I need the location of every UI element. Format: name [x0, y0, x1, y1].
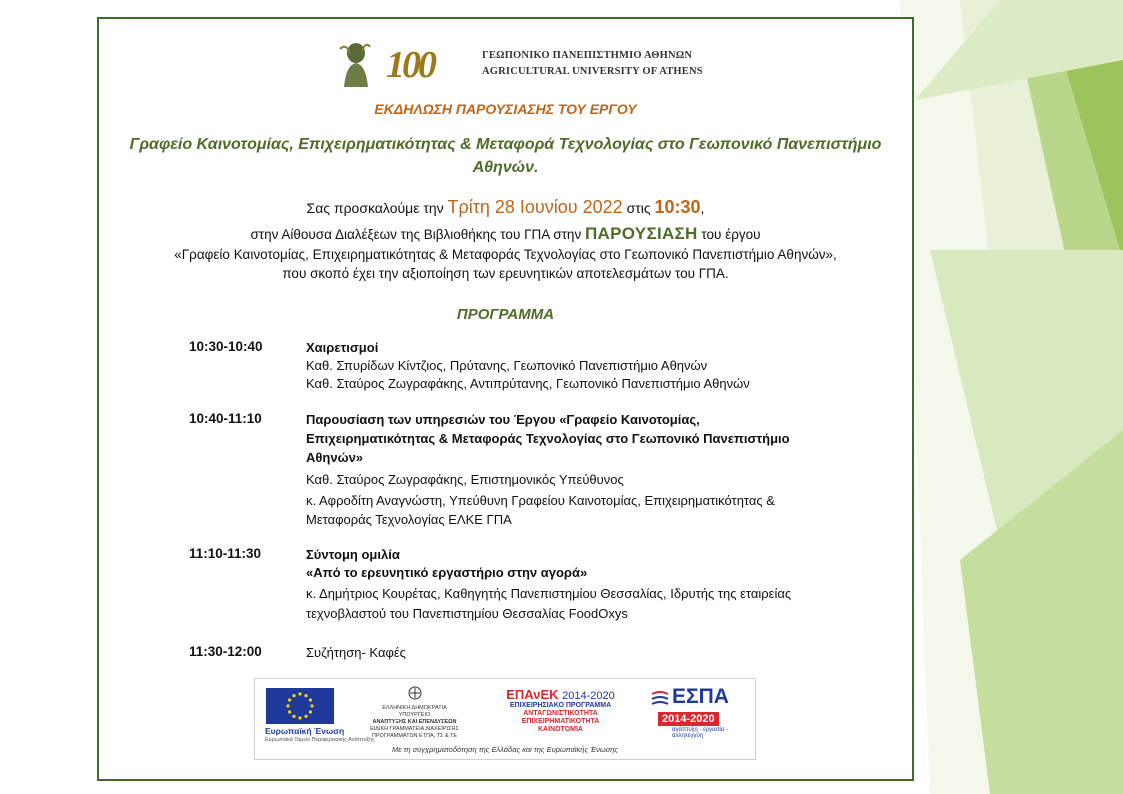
university-logo — [334, 37, 703, 95]
demeter-emblem-icon — [336, 39, 376, 89]
eu-label: Ευρωπαϊκή Ένωση — [265, 726, 345, 736]
session-4-title: Συζήτηση- Καφές — [306, 645, 406, 660]
session-3-time: 11:10-11:30 — [189, 546, 262, 561]
office-title: Γραφείο Καινοτομίας, Επιχειρηματικότητας & Μεταφορά Τεχνολογίας στο Γεωπονικό Πανεπιστήμιο Αθηνών. — [129, 136, 882, 176]
eu-fund-label: Ευρωπαϊκό Ταμείο Περιφερειακής Ανάπτυξης — [265, 737, 375, 743]
session-2-speaker-2: κ. Αφροδίτη Αναγνώστη, Υπεύθυνη Γραφείου Καινοτομίας, Επιχειρηματικότητας & — [306, 493, 775, 508]
greek-ministry-block: ΕΛΛΗΝΙΚΗ ΔΗΜΟΚΡΑΤΙΑ ΥΠΟΥΡΓΕΙΟ ΑΝΑΠΤΥΞΗΣ ΚΑΙ ΕΠΕΝΔΥΣΕΩΝ ΕΙΔΙΚΗ ΓΡΑΜΜΑΤΕΙΑ ΔΙΑΧΕΙΡΙΣΗΣ ΠΡΟΓΡΑΜΜΑΤΩΝ ΕΤΠΑ, ΤΣ & ΤΕ — [367, 686, 462, 740]
espa-logo: ΕΣΠΑ 2014-2020 ανάπτυξη - εργασία - αλληλεγγύη — [650, 685, 745, 739]
invite-date-line: Σας προσκαλούμε την Τρίτη 28 Ιουνίου 2022 στις 10:30, — [306, 197, 705, 217]
session-3-title: Σύντομη ομιλία — [306, 547, 400, 562]
session-1-title: Χαιρετισμοί — [306, 340, 379, 355]
session-2-speaker-1: Καθ. Σταύρος Ζωγραφάκης, Επιστημονικός Υπεύθυνος — [306, 472, 624, 487]
espa-flag-icon — [650, 689, 670, 709]
program-heading: ΠΡΟΓΡΑΜΜΑ — [456, 306, 555, 323]
session-3-speaker-1-cont: τεχνοβλαστού του Πανεπιστημίου Θεσσαλίας FoodOxys — [306, 606, 628, 621]
session-2-title-3: Αθηνών» — [306, 450, 364, 465]
session-2-title-1: Παρουσίαση των υπηρεσιών του Έργου «Γραφείο Καινοτομίας, — [306, 412, 700, 427]
invitation-frame — [97, 17, 914, 781]
university-name-greek: ΓΕΩΠΟΝΙΚΟ ΠΑΝΕΠΙΣΤΗΜΙΟ ΑΘΗΝΩΝ — [482, 50, 693, 61]
event-heading: ΕΚΔΗΛΩΣΗ ΠΑΡΟΥΣΙΑΣΗΣ ΤΟΥ ΕΡΓΟΥ — [374, 101, 637, 117]
session-4-time: 11:30-12:00 — [189, 644, 262, 659]
invite-venue-line: στην Αίθουσα Διαλέξεων της Βιβλιοθήκης του ΓΠΑ στην ΠΑΡΟΥΣΙΑΣΗ του έργου — [250, 224, 761, 243]
cofunding-note: Με τη συγχρηματοδότηση της Ελλάδας και της Ευρωπαϊκής Ένωσης — [391, 745, 619, 754]
session-3-speaker-1: κ. Δημήτριος Κουρέτας, Καθηγητής Πανεπιστημίου Θεσσαλίας, Ιδρυτής της εταιρείας — [306, 586, 792, 601]
eu-flag-icon — [266, 688, 334, 724]
event-time: 10:30 — [654, 197, 701, 217]
invite-purpose-line: που σκοπό έχει την αξιοποίηση των ερευνητικών αποτελεσμάτων του ΓΠΑ. — [282, 266, 729, 281]
funding-banner — [254, 678, 756, 760]
session-1-speaker-1: Καθ. Σπυρίδων Κίντζιος, Πρύτανης, Γεωπονικό Πανεπιστήμιο Αθηνών — [306, 358, 708, 373]
session-1-time: 10:30-10:40 — [189, 339, 263, 354]
presentation-word: ΠΑΡΟΥΣΙΑΣΗ — [584, 224, 698, 243]
session-3-subtitle: «Από το ερευνητικό εργαστήριο στην αγορά» — [306, 565, 588, 580]
epanek-logo: ΕΠΑνΕΚ 2014-2020 ΕΠΙΧΕΙΡΗΣΙΑΚΟ ΠΡΟΓΡΑΜΜΑ ΑΝΤΑΓΩΝΙΣΤΙΚΟΤΗΤΑ ΕΠΙΧΕΙΡΗΜΑΤΙΚΟΤΗΤΑ ΚΑΙΝΟΤΟΜΙΑ — [506, 687, 615, 733]
greek-emblem-icon — [408, 686, 422, 700]
session-2-speaker-2-cont: Μεταφοράς Τεχνολογίας ΕΛΚΕ ΓΠΑ — [306, 512, 512, 527]
session-2-time: 10:40-11:10 — [189, 411, 262, 426]
session-1-speaker-2: Καθ. Σταύρος Ζωγραφάκης, Αντιπρύτανης, Γεωπονικό Πανεπιστήμιο Αθηνών — [306, 376, 750, 391]
anniversary-mark: 100 — [386, 44, 434, 86]
university-name-english: AGRICULTURAL UNIVERSITY OF ATHENS — [482, 66, 703, 77]
session-2-title-2: Επιχειρηματικότητας & Μεταφοράς Τεχνολογίας στο Γεωπονικό Πανεπιστήμιο — [306, 431, 790, 446]
event-date: Τρίτη 28 Ιουνίου 2022 — [447, 197, 623, 217]
invite-project-line: «Γραφείο Καινοτομίας, Επιχειρηματικότητας & Μεταφοράς Τεχνολογίας στο Γεωπονικό Πανεπιστήμιο Αθηνών», — [174, 247, 837, 262]
